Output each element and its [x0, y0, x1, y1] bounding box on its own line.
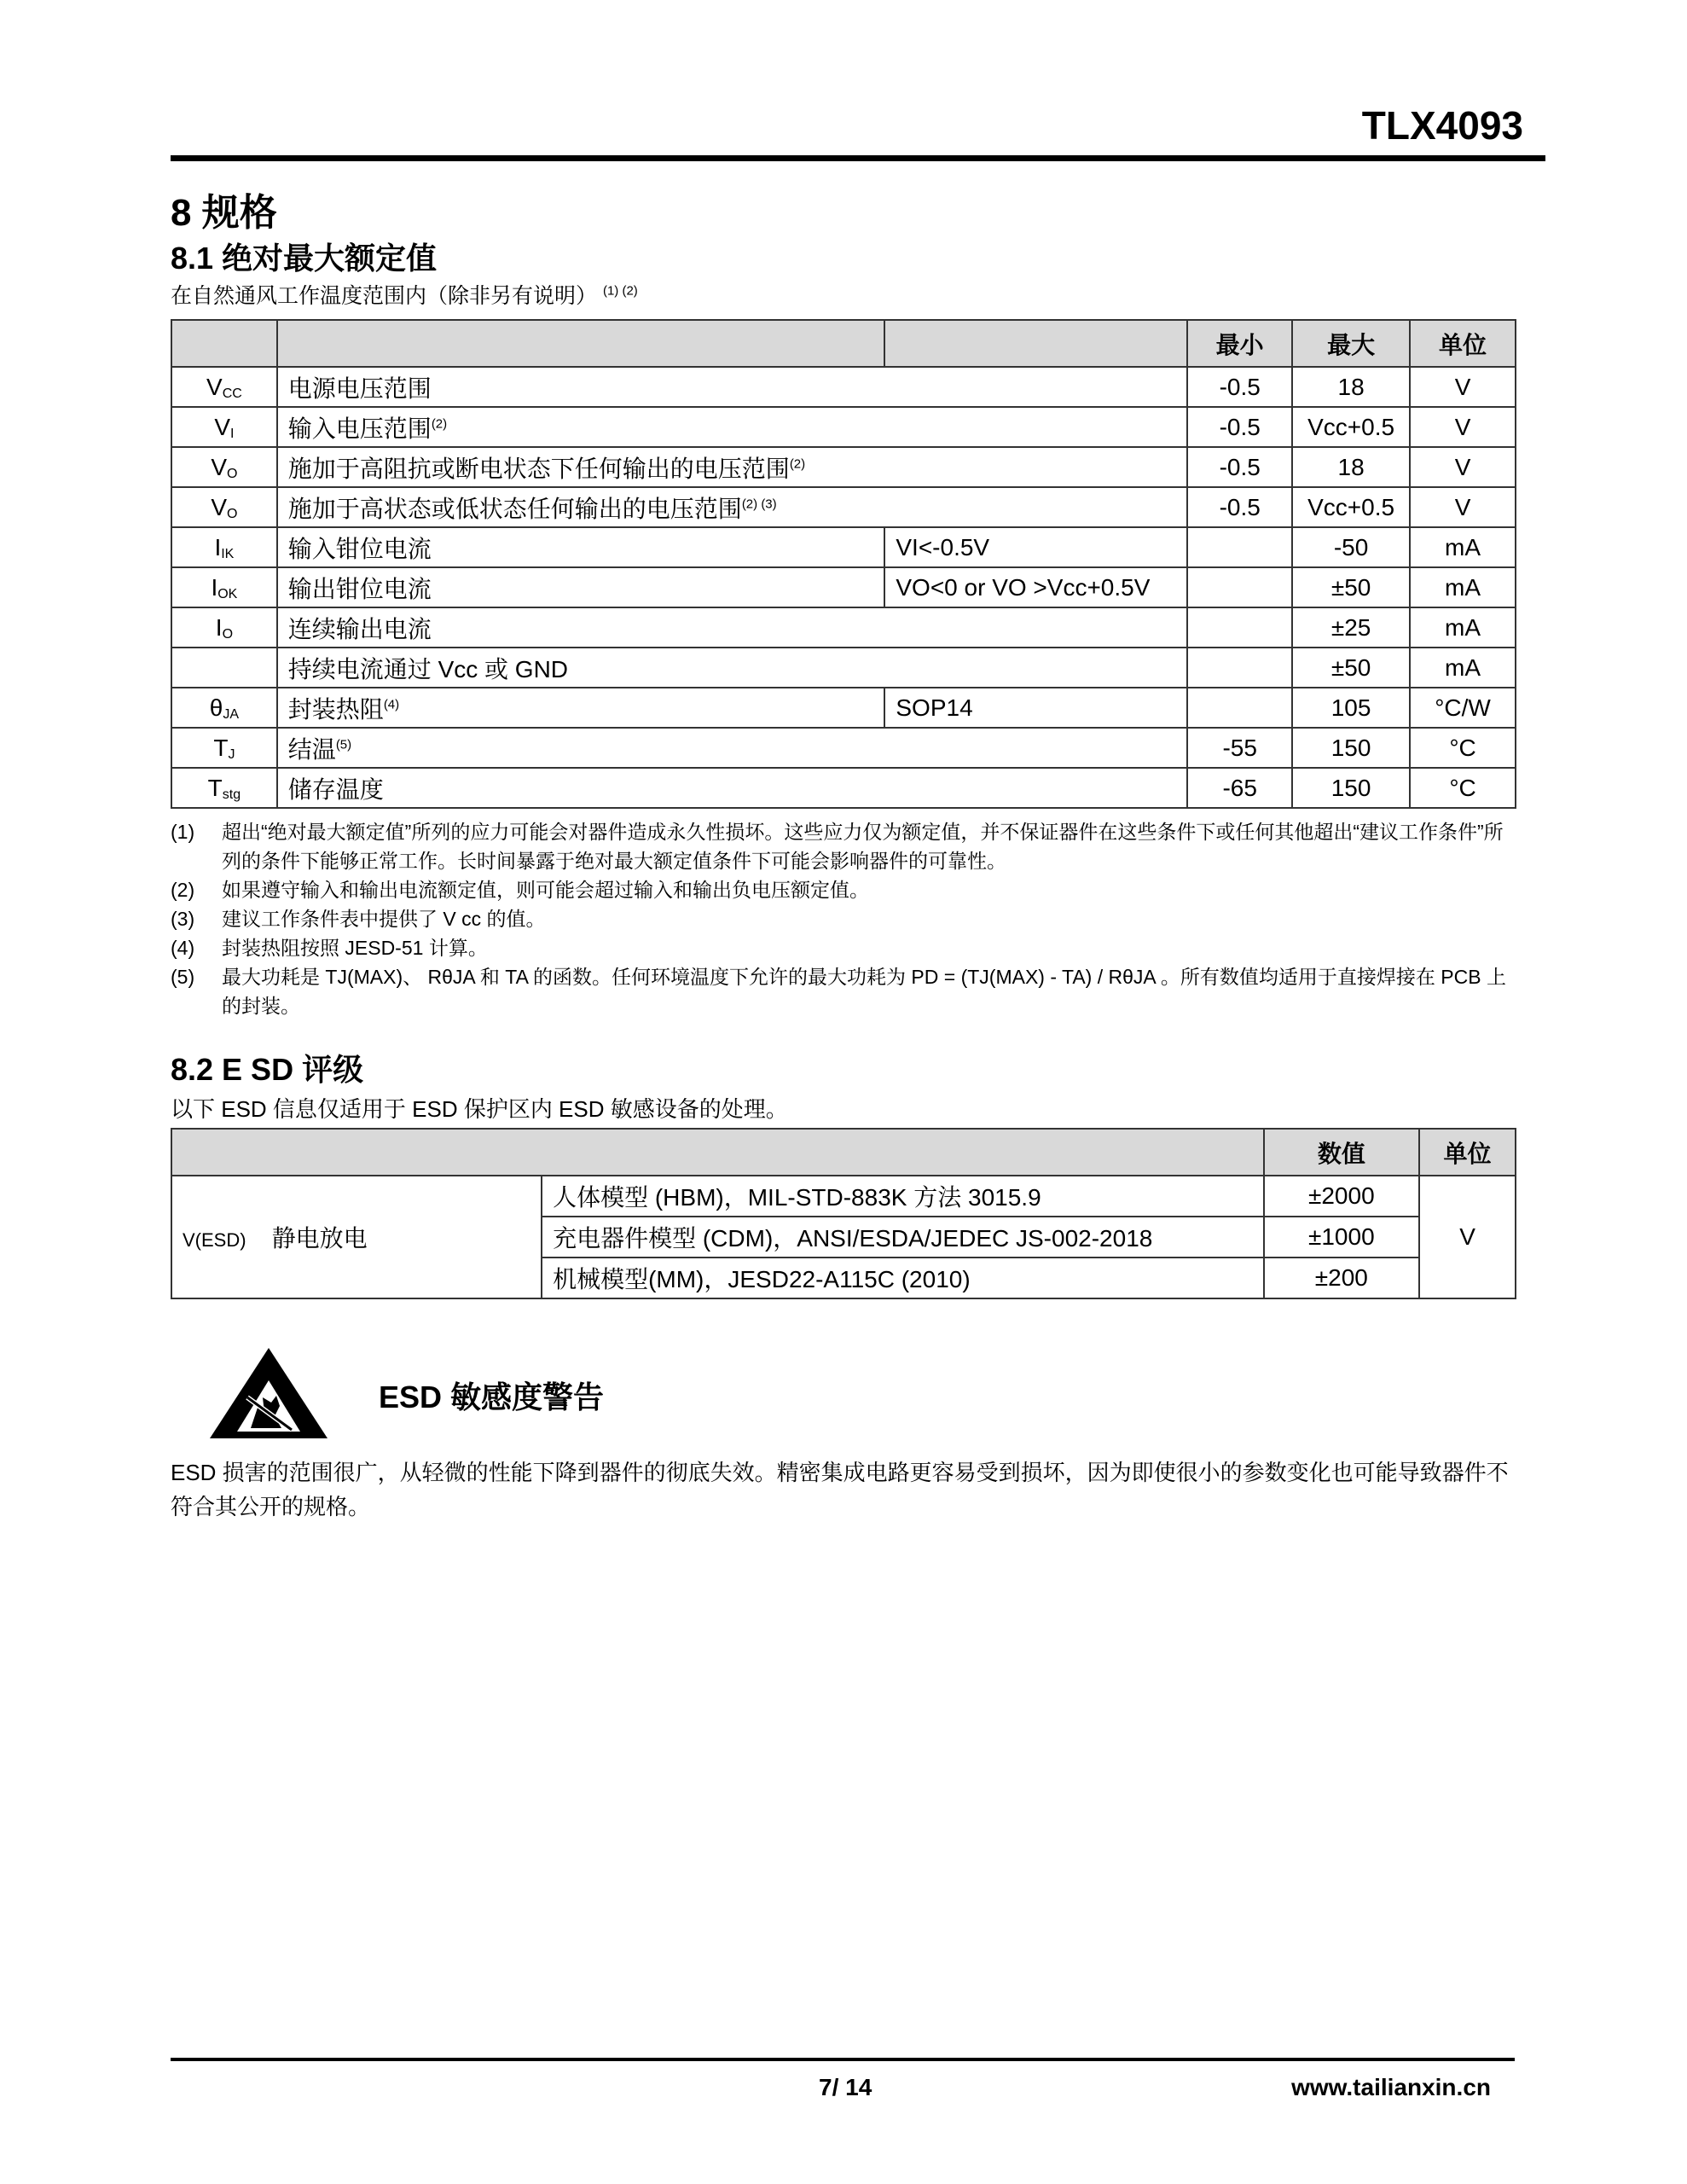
parameter: 持续电流通过 Vcc 或 GND [287, 655, 569, 682]
subtitle-notes: (1) (2) [602, 283, 638, 299]
footnote [171, 962, 1518, 1020]
symbol-subscript: CC [222, 386, 242, 401]
max-cell: 150 [1292, 768, 1410, 808]
value-cell: ±2000 [1264, 1176, 1420, 1217]
footnote-text: 建议工作条件表中提供了 V cc 的值。 [222, 908, 546, 930]
page-number: 7/ 14 [819, 2074, 872, 2100]
parameter: 结温 [287, 735, 336, 763]
footnotes [171, 817, 1518, 1020]
col-value: 数值 [1264, 1129, 1420, 1176]
table-row [171, 567, 1516, 607]
table-row [171, 367, 1516, 407]
max-cell: 18 [1292, 447, 1410, 487]
unit-cell: V [1410, 367, 1516, 407]
parameter-cell [277, 648, 1187, 688]
max-cell: Vcc+0.5 [1292, 407, 1410, 447]
parameter-cell [277, 607, 1187, 648]
parameter-cell [277, 527, 885, 567]
parameter-note: (4) [383, 697, 400, 712]
unit-cell: mA [1410, 607, 1516, 648]
footnote-text: 封装热阻按照 JESD-51 计算。 [222, 937, 488, 959]
col-max: 最大 [1292, 320, 1410, 367]
table-row [171, 527, 1516, 567]
symbol: V [211, 493, 228, 520]
symbol: T [213, 734, 229, 761]
symbol-subscript: O [222, 626, 234, 642]
symbol-subscript: stg [222, 787, 241, 802]
min-cell: -0.5 [1187, 487, 1292, 527]
table-row [171, 447, 1516, 487]
section-heading: 8 规格 [171, 192, 277, 234]
parameter: 输出钳位电流 [287, 575, 432, 602]
esd-warning-body: ESD 损害的范围很广，从轻微的性能下降到器件的彻底失效。精密集成电路更容易受到损坏，因为即使很小的参数变化也可能导致器件不符合其公开的规格。 [171, 1460, 1509, 1519]
symbol: T [207, 774, 223, 801]
unit-cell: mA [1410, 648, 1516, 688]
max-cell: -50 [1292, 527, 1410, 567]
header-rule [171, 155, 1545, 161]
symbol-cell [171, 447, 277, 487]
parameter: 输入钳位电流 [287, 535, 432, 562]
symbol: θ [209, 694, 223, 721]
unit-cell: °C/W [1410, 688, 1516, 728]
min-cell [1187, 648, 1292, 688]
abs-max-subtitle: 在自然通风工作温度范围内（除非另有说明） $^{(1) (2)}$ [171, 283, 638, 308]
unit-cell: V [1410, 487, 1516, 527]
esd-subtitle: 以下 ESD 信息仅适用于 ESD 保护区内 ESD 敏感设备的处理。 [171, 1096, 788, 1122]
model-cell: 人体模型 (HBM)，MIL-STD-883K 方法 3015.9 [542, 1176, 1263, 1217]
max-cell: 105 [1292, 688, 1410, 728]
table-row [171, 728, 1516, 768]
footnote [171, 933, 1518, 962]
symbol-subscript: I [230, 426, 235, 441]
value-cell: ±200 [1264, 1258, 1420, 1298]
parameter-cell [277, 447, 1187, 487]
parameter-note: (2) (3) [741, 497, 777, 512]
footnote-text: 超出“绝对最大额定值”所列的应力可能会对器件造成永久性损坏。这些应力仅为额定值，并不保证器件在这些条件下或任何其他超出“建议工作条件”所列的条件下能够正常工作。长时间暴露于绝对最大额定值条件下可能会影响器件的可靠性。 [222, 821, 1504, 872]
parameter: 储存温度 [287, 775, 384, 803]
max-cell: ±50 [1292, 648, 1410, 688]
footnote [171, 817, 1518, 875]
symbol-cell [171, 607, 277, 648]
footnote [171, 904, 1518, 933]
symbol-cell [171, 567, 277, 607]
symbol-cell [171, 407, 277, 447]
parameter: 连续输出电流 [287, 615, 432, 642]
condition-cell: VO<0 or VO >Vcc+0.5V [884, 567, 1187, 607]
table-header-row [171, 1129, 1516, 1176]
parameter-cell [277, 487, 1187, 527]
symbol: V [206, 373, 223, 400]
max-cell: ±50 [1292, 567, 1410, 607]
website-link[interactable]: www.tailianxin.cn [1291, 2074, 1491, 2100]
model-cell: 充电器件模型 (CDM)，ANSI/ESDA/JEDEC JS-002-2018 [542, 1217, 1263, 1258]
parameter-cell [277, 768, 1187, 808]
unit-cell: V [1410, 447, 1516, 487]
unit-cell: mA [1410, 527, 1516, 567]
symbol-subscript: IK [221, 546, 235, 561]
symbol-cell [171, 527, 277, 567]
max-cell: 18 [1292, 367, 1410, 407]
symbol-subscript: JA [223, 706, 240, 722]
symbol-cell [171, 768, 277, 808]
esd-param-cell [171, 1176, 542, 1298]
table-header-row [171, 320, 1516, 367]
condition-cell: SOP14 [884, 688, 1187, 728]
footnote-number: (4) [171, 937, 195, 959]
unit-cell: V [1410, 407, 1516, 447]
value-cell: ±1000 [1264, 1217, 1420, 1258]
symbol: V [214, 413, 231, 440]
footnote-text: 如果遵守输入和输出电流额定值，则可能会超过输入和输出负电压额定值。 [222, 879, 869, 901]
condition-cell: VI<-0.5V [884, 527, 1187, 567]
min-cell: -55 [1187, 728, 1292, 768]
min-cell: -0.5 [1187, 407, 1292, 447]
esd-table [171, 1128, 1516, 1299]
esd-sensitive-icon [208, 1346, 329, 1440]
parameter-note: (2) [431, 416, 448, 432]
max-cell: ±25 [1292, 607, 1410, 648]
table-row [171, 607, 1516, 648]
table-row [171, 688, 1516, 728]
footnote-text: 最大功耗是 TJ(MAX)、 RθJA 和 TA 的函数。任何环境温度下允许的最大功耗为 PD = (TJ(MAX) - TA) / RθJA 。所有数值均适用于直接焊接在 PCB 上的封装。 [222, 966, 1506, 1017]
col-unit: 单位 [1419, 1129, 1516, 1176]
symbol-cell [171, 688, 277, 728]
min-cell [1187, 527, 1292, 567]
model-cell: 机械模型(MM)，JESD22-A115C (2010) [542, 1258, 1263, 1298]
unit-cell: mA [1410, 567, 1516, 607]
footnote-number: (2) [171, 879, 195, 901]
symbol-cell [171, 728, 277, 768]
parameter-note: (5) [335, 737, 352, 752]
table-row [171, 407, 1516, 447]
col-min: 最小 [1187, 320, 1292, 367]
min-cell [1187, 567, 1292, 607]
unit-cell: °C [1410, 728, 1516, 768]
symbol: I [214, 533, 222, 561]
parameter-note: (2) [789, 456, 806, 472]
footnote-number: (3) [171, 908, 195, 930]
footer-rule [171, 2058, 1515, 2061]
parameter-cell [277, 567, 885, 607]
min-cell [1187, 607, 1292, 648]
table-row [171, 1176, 1516, 1217]
abs-max-heading: 8.1 绝对最大额定值 [171, 241, 438, 276]
symbol-subscript: O [227, 506, 238, 521]
symbol: I [211, 573, 218, 601]
symbol-subscript: O [227, 466, 238, 481]
min-cell [1187, 688, 1292, 728]
footnote-number: (5) [171, 966, 195, 988]
footnote-number: (1) [171, 821, 195, 843]
min-cell: -65 [1187, 768, 1292, 808]
min-cell: -0.5 [1187, 447, 1292, 487]
esd-symbol-text: V(ESD) [183, 1229, 246, 1251]
min-cell: -0.5 [1187, 367, 1292, 407]
esd-param: 静电放电 [271, 1225, 368, 1252]
abs-max-table [171, 319, 1516, 809]
parameter-cell [277, 367, 1187, 407]
unit-cell: V [1419, 1176, 1516, 1298]
table-row [171, 487, 1516, 527]
parameter-cell [277, 407, 1187, 447]
table-row [171, 648, 1516, 688]
symbol-cell [171, 367, 277, 407]
unit-cell: °C [1410, 768, 1516, 808]
table-row [171, 768, 1516, 808]
col-unit: 单位 [1410, 320, 1516, 367]
parameter-cell [277, 688, 885, 728]
symbol-cell [171, 487, 277, 527]
symbol-subscript: J [228, 746, 235, 762]
symbol-subscript: OK [217, 586, 238, 601]
esd-heading: 8.2 E SD 评级 [171, 1052, 364, 1087]
parameter: 电源电压范围 [287, 375, 432, 402]
esd-warning-title: ESD 敏感度警告 [379, 1380, 605, 1414]
footnote [171, 875, 1518, 904]
parameter-cell [277, 728, 1187, 768]
symbol-cell [171, 648, 277, 688]
symbol: I [215, 613, 223, 641]
parameter: 施加于高状态或低状态任何输出的电压范围 [287, 495, 742, 522]
parameter: 封装热阻 [287, 695, 384, 723]
max-cell: Vcc+0.5 [1292, 487, 1410, 527]
max-cell: 150 [1292, 728, 1410, 768]
document-title: TLX4093 [1361, 103, 1523, 148]
parameter: 施加于高阻抗或断电状态下任何输出的电压范围 [287, 455, 790, 482]
symbol: V [211, 453, 228, 480]
parameter: 输入电压范围 [287, 415, 432, 442]
